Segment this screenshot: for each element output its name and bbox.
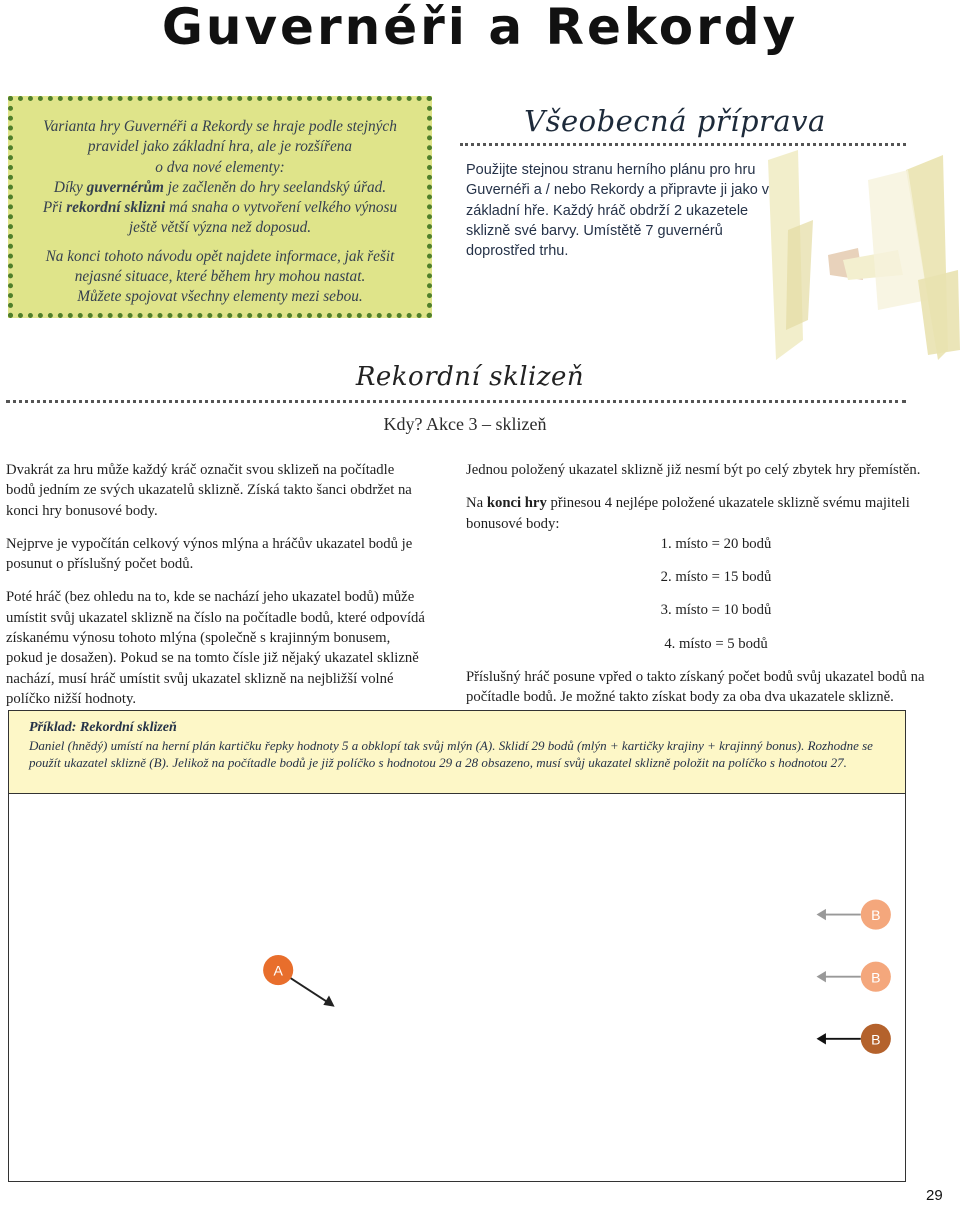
example-text: Daniel (hnědý) umístí na herní plán kartičku řepky hodnoty 5 a obklopí tak svůj mlýn (A). Sklidí 29 bodů (mlýn + kartičky krajiny + krajinný bonus). Rozhodne se použít ukazatel sklizně (B). Jelikož na počítadle bodů je již políčko s hodnotou 29 a 28 obsazeno, musí svůj ukazatel sklizně položit na políčko s hodnotou 27. <box>29 737 873 770</box>
example-header <box>9 711 905 794</box>
intro-line: pravidel jako základní hra, ale je rozšířena <box>87 138 353 156</box>
place-item: 1. místo = 20 bodů <box>660 535 772 552</box>
section-title-rekordni: Rekordní sklizeň <box>355 362 585 392</box>
marker-a-label: A <box>273 962 283 979</box>
place-item: 4. místo = 5 bodů <box>664 635 768 652</box>
paragraph: Jednou položený ukazatel sklizně již nesmí být po celý zbytek hry přemístěn. <box>466 462 921 478</box>
intro-box <box>8 96 432 318</box>
intro-line: Varianta hry Guvernéři a Rekordy se hraje podle stejných <box>43 118 397 135</box>
right-column <box>466 460 936 721</box>
marker-b-label: B <box>871 907 881 924</box>
intro-line: o dva nové elementy: <box>155 158 285 176</box>
vseobecna-text: Použijte stejnou stranu herního plánu pro hru Guvernéři a / nebo Rekordy a připravte ji jako v základní hře. Každý hráč obdrží 2 ukazetele sklizně své barvy. Umístětě 7 guvernérů doprostřed trhu. <box>466 162 770 260</box>
intro-line: Můžete spojovat všechny elementy mezi sebou. <box>77 288 363 306</box>
intro-line: ještě větší význa než doposud. <box>128 219 312 237</box>
arrow-b2-head <box>817 971 826 982</box>
section-title-vseobecna: Všeobecná příprava <box>524 104 826 138</box>
example-box <box>8 710 906 1182</box>
decorative-card-shapes <box>768 150 960 360</box>
marker-b-label: B <box>871 1031 881 1048</box>
paragraph: Poté hráč (bez ohledu na to, kde se nachází jeho ukazatel bodů) může umístit svůj ukazatel sklizně na číslo na počítadle bodů, které odpovídá získanému výnosu tohoto mlýna (společně s krajinným bonusem, pokud je dosažen). Pokud se na tomto čísle již nějaký ukazatel sklizně nachází, musí hráč umístit svůj ukazatel sklizně na nejbližší volné políčko nižší hodnoty. <box>6 589 425 707</box>
intro-line: Při rekordní sklizni má snaha o vytvoření velkého výnosu <box>42 199 398 217</box>
intro-line: Díky guvernérům je začleněn do hry seelandský úřad. <box>53 178 387 196</box>
example-illustration <box>9 794 905 1181</box>
dotted-divider <box>6 400 906 403</box>
dotted-divider <box>460 143 906 146</box>
marker-b-label: B <box>871 969 881 986</box>
place-item: 3. místo = 10 bodů <box>660 602 772 619</box>
left-column <box>6 460 426 722</box>
arrow-b1-head <box>817 909 826 920</box>
example-title: Příklad: Rekordní sklizeň <box>29 720 177 735</box>
place-item: 2. místo = 15 bodů <box>660 569 772 586</box>
page-title: Guvernéři a Rekordy <box>161 0 799 56</box>
intro-line: Na konci tohoto návodu opět najdete informace, jak řešit <box>45 247 395 265</box>
paragraph: Dvakrát za hru může každý kráč označit svou sklizeň na počítadle bodů jedním ze svých ukazatelů sklizně. Získá takto šanci obdržet na konci hry bonusové body. <box>6 462 412 519</box>
arrow-b3-head <box>817 1033 826 1044</box>
paragraph: Nejprve je vypočítán celkový výnos mlýna a hráčův ukazatel bodů je posunut o příslušný počet bodů. <box>6 535 413 573</box>
paragraph: Příslušný hráč posune vpřed o takto získaný počet bodů svůj ukazatel bodů na počítadle bodů. Je možné takto získat body za oba dva ukazatele sklizně. <box>466 669 925 706</box>
when-heading: Kdy? Akce 3 – sklizeň <box>383 414 547 434</box>
paragraph: Na konci hry přinesou 4 nejlépe položené ukazatele sklizně svému majiteli bonusové body: <box>466 495 910 532</box>
intro-line: nejasné situace, které během hry mohou nastat. <box>74 268 366 286</box>
page-number: 29 <box>926 1187 943 1204</box>
